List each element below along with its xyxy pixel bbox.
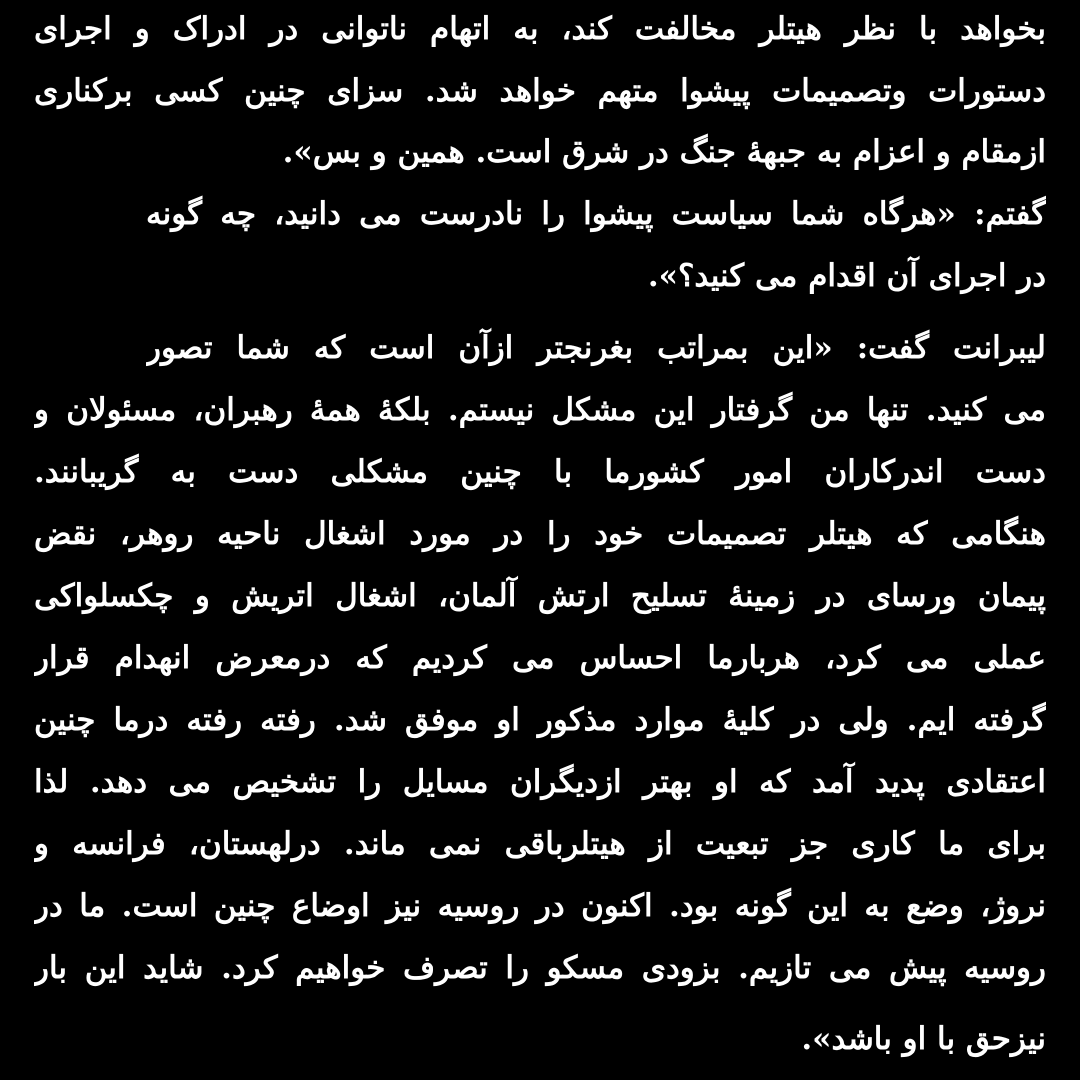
text-line-11: عملی می کرد، هربارما احساس می کردیم که درمعرض انهدام قرار <box>34 640 1046 676</box>
text-line-9: هنگامی که هیتلر تصمیمات خود را در مورد اشغال ناحیه روهر، نقض <box>34 516 1046 552</box>
text-line-12: گرفته ایم. ولی در کلیهٔ موارد مذکور او موفق شد. رفته رفته درما چنین <box>34 702 1046 738</box>
text-line-16: روسیه پیش می تازیم. بزودی مسکو را تصرف خواهیم کرد. شاید این بار <box>34 950 1046 986</box>
text-line-4: گفتم: «هرگاه شما سیاست پیشوا را نادرست می دانید، چه گونه <box>146 196 1046 232</box>
text-line-8: دست اندرکاران امور کشورما با چنین مشکلی دست به گریبانند. <box>34 454 1046 490</box>
text-line-17: نیزحق با او باشد». <box>801 1021 1046 1057</box>
text-line-7: می کنید. تنها من گرفتار این مشکل نیستم. بلکهٔ همهٔ رهبران، مسئولان و <box>34 392 1046 428</box>
text-line-15: نروژ، وضع به این گونه بود. اکنون در روسیه نیز اوضاع چنین است. ما در <box>34 888 1046 924</box>
text-line-3: ازمقام و اعزام به جبههٔ جنگ در شرق است. همین و بس». <box>282 134 1046 170</box>
text-line-14: برای ما کاری جز تبعیت از هیتلرباقی نمی ماند. درلهستان، فرانسه و <box>34 826 1046 862</box>
text-line-6: لیبرانت گفت: «این بمراتب بغرنجتر ازآن است که شما تصور <box>146 330 1046 366</box>
text-line-10: پیمان ورسای در زمینهٔ تسلیح ارتش آلمان، اشغال اتریش و چکسلواکی <box>34 578 1046 614</box>
text-line-1: بخواهد با نظر هیتلر مخالفت کند، به اتهام ناتوانی در ادراک و اجرای <box>34 11 1046 47</box>
text-line-13: اعتقادی پدید آمد که او بهتر ازدیگران مسایل را تشخیص می دهد. لذا <box>34 764 1046 800</box>
text-line-2: دستورات وتصمیمات پیشوا متهم خواهد شد. سزای چنین کسی برکناری <box>34 73 1046 109</box>
text-line-5: در اجرای آن اقدام می کنید؟». <box>647 258 1046 294</box>
